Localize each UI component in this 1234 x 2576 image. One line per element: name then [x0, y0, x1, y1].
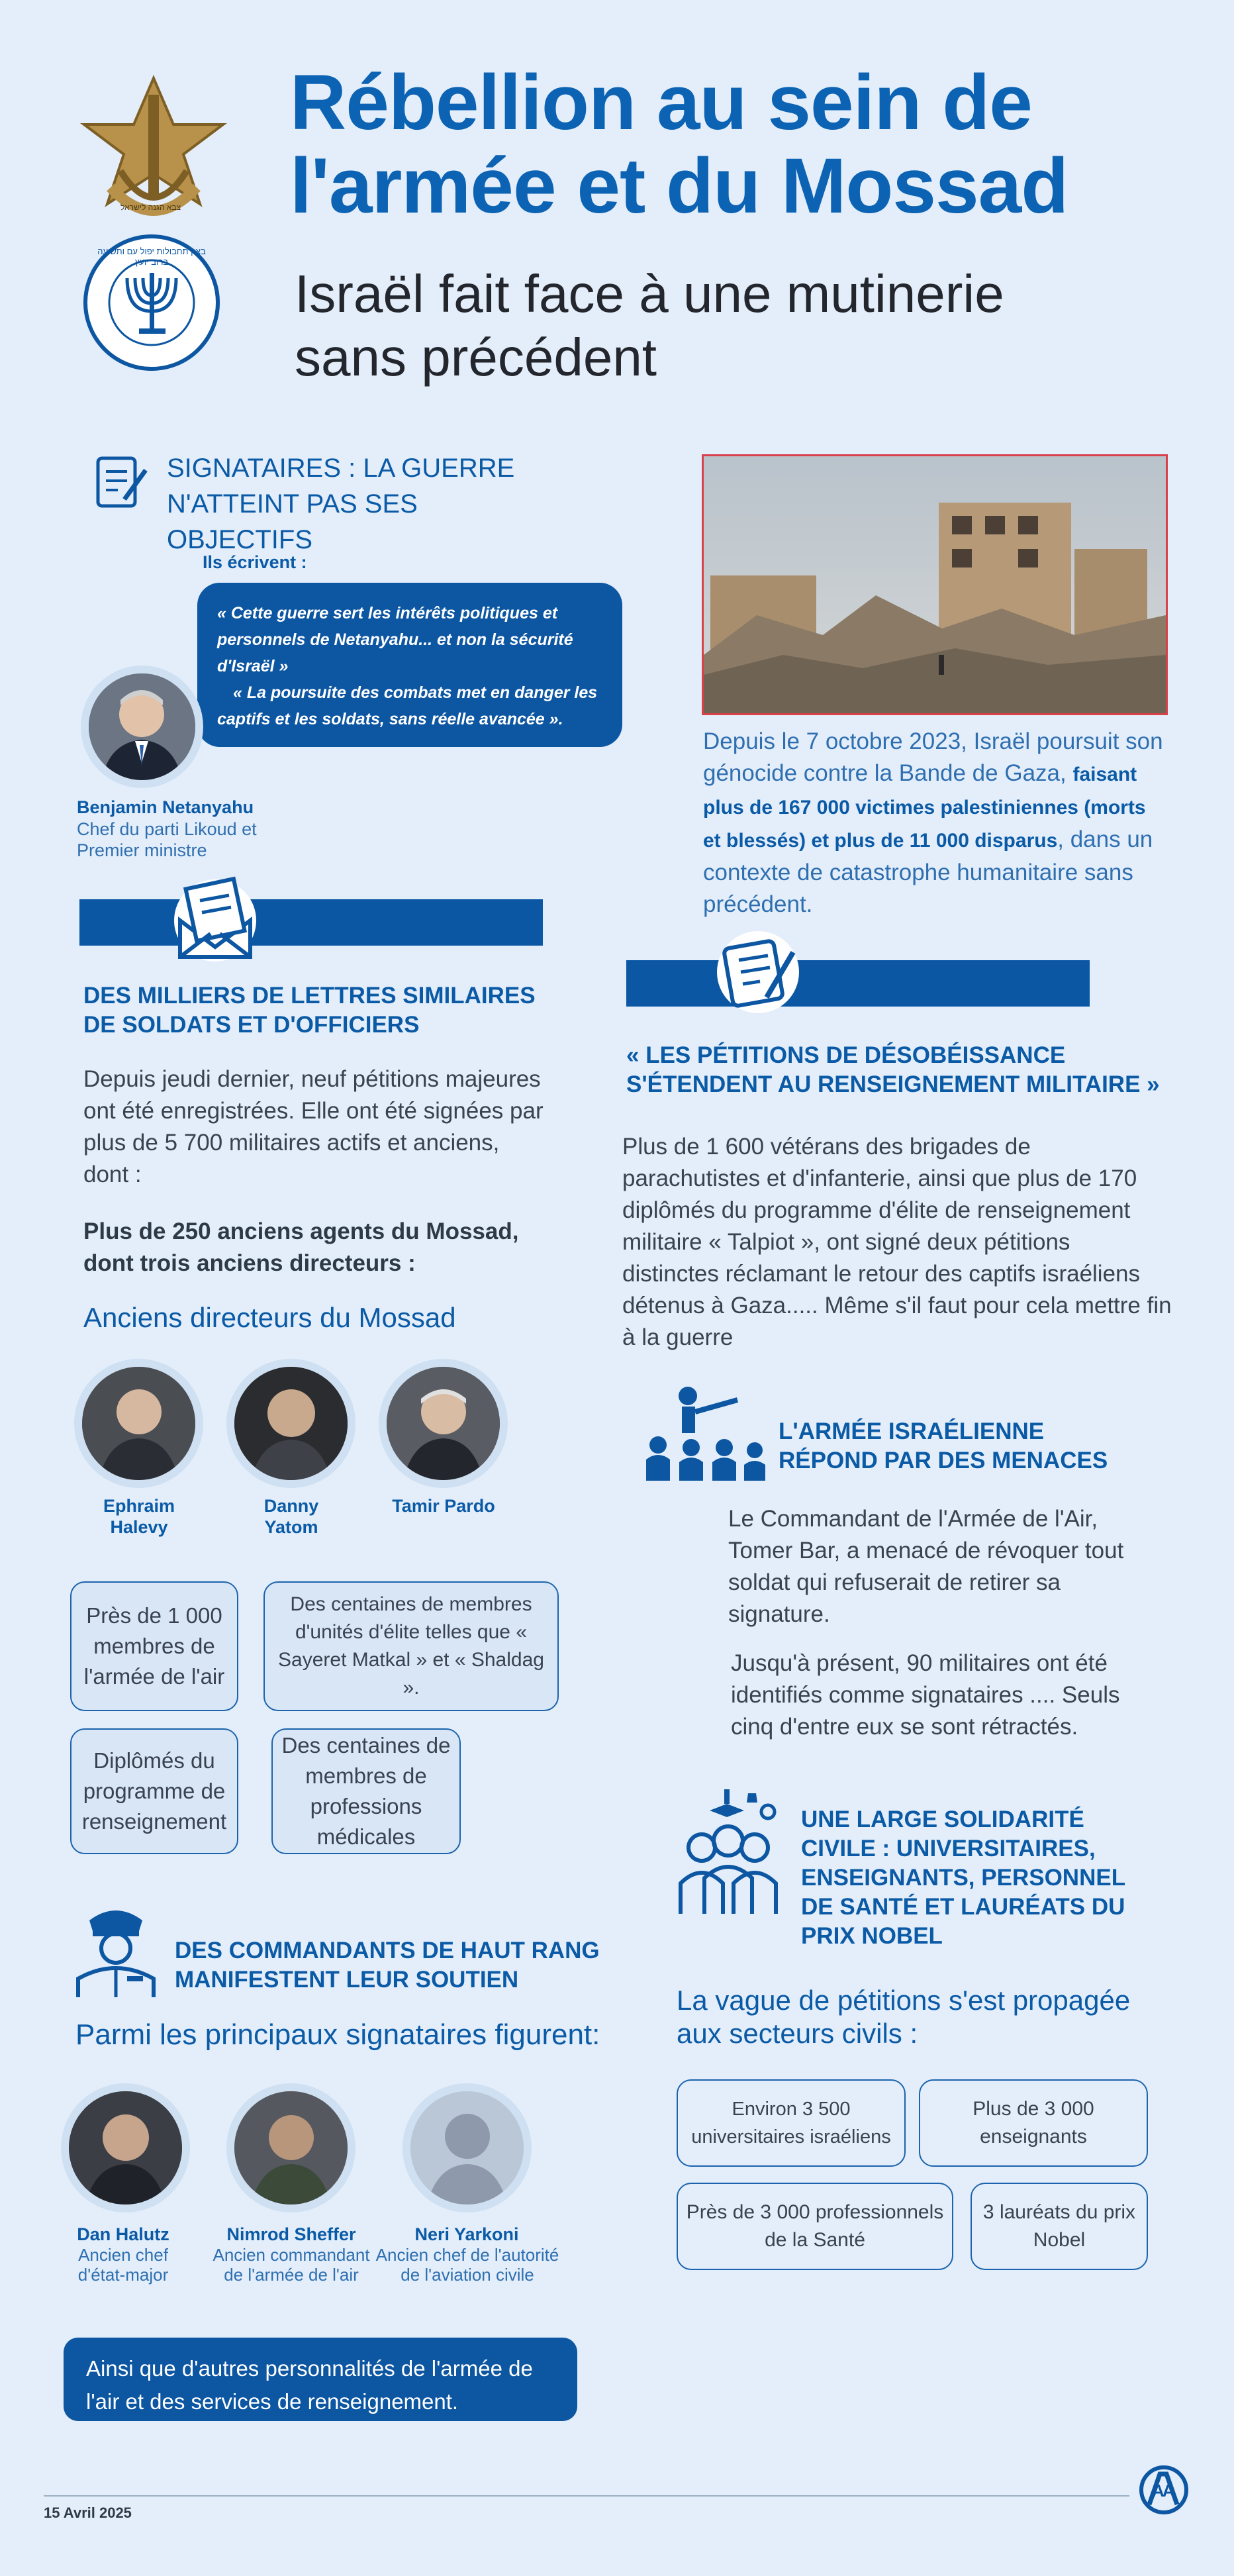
letters-banner — [79, 899, 543, 946]
director-name-halevy: Ephraim Halevy — [103, 1496, 175, 1537]
box-intel-graduates: Diplômés du programme de renseignement — [70, 1728, 238, 1854]
letters-bold: Plus de 250 anciens agents du Mossad, dont trois anciens directeurs : — [83, 1218, 519, 1276]
halutz-portrait — [61, 2083, 190, 2212]
commanders-callout: Ainsi que d'autres personnalités de l'armée de l'air et des services de renseignement. — [64, 2338, 577, 2421]
commander-name-halutz: Dan Halutz — [77, 2224, 169, 2244]
commanders-intro: Parmi les principaux signataires figurent: — [75, 2018, 600, 2051]
sheffer-portrait — [226, 2083, 356, 2212]
gaza-text-bold: faisant plus de 167 000 victimes palestiniennes (morts et blessés) et plus de 11 000 disparus — [703, 764, 1146, 852]
idf-emblem-text: צבא הגנה לישראל — [120, 203, 181, 212]
box-teachers: Plus de 3 000 enseignants — [919, 2079, 1148, 2167]
netanyahu-name: Benjamin Netanyahu — [77, 797, 254, 817]
commander-icon — [73, 1901, 159, 1997]
quote-1: « Cette guerre sert les intérêts politiques et personnels de Netanyahu... et non la sécurité d'Israël » — [217, 604, 573, 675]
page-title: Rébellion au sein de l'armée et du Mossad — [290, 59, 1068, 230]
aa-logo-text: AA — [1152, 2481, 1173, 2501]
page-subtitle: Israël fait face à une mutinerie sans précédent — [295, 264, 1004, 387]
soldiers-icon — [638, 1381, 771, 1482]
yarkoni-portrait — [403, 2083, 532, 2212]
army-paragraph-2: Jusqu'à présent, 90 militaires ont été identifiés comme signataires .... Seuls cinq d'entre eux se sont rétractés. — [731, 1650, 1120, 1740]
box-academics: Environ 3 500 universitaires israéliens — [677, 2079, 906, 2167]
netanyahu-portrait — [81, 666, 203, 788]
letters-body: Depuis jeudi dernier, neuf pétitions majeures ont été enregistrées. Elle ont été signées par plus de 5 700 militaires actifs et anciens, dont : — [83, 1066, 544, 1187]
army-paragraph-1: Le Commandant de l'Armée de l'Air, Tomer Bar, a menacé de révoquer tout soldat qui refuserait de retirer sa signature. — [728, 1506, 1124, 1627]
gaza-rubble-photo — [702, 454, 1168, 715]
footer-divider — [44, 2495, 1129, 2497]
army-heading: L'ARMÉE ISRAÉLIENNE RÉPOND PAR DES MENACES — [779, 1418, 1108, 1473]
director-name-pardo: Tamir Pardo — [392, 1496, 495, 1516]
quote-bubble — [197, 583, 622, 747]
directors-heading: Anciens directeurs du Mossad — [83, 1302, 456, 1333]
pen-document-icon — [91, 453, 151, 513]
petitions-body: Plus de 1 600 vétérans des brigades de parachutistes et d'infanterie, ainsi que plus de 170 diplômés du programme d'élite de renseignement militaire « Talpiot », ont signé deux pétitions distinctes réclamant le retour des captifs israéliens détenus à Gaza..... Même s'il faut pour cela mettre fin à la guerre — [622, 1134, 1172, 1350]
commander-role-yarkoni: Ancien chef de l'autorité de l'aviation civile — [375, 2245, 559, 2285]
gaza-text — [703, 726, 1166, 920]
box-nobel-laureates: 3 lauréats du prix Nobel — [971, 2183, 1148, 2270]
aa-logo — [1137, 2463, 1190, 2516]
quote-2: « La poursuite des combats met en danger les captifs et les soldats, sans réelle avancée ». — [217, 683, 598, 728]
petitions-heading: « LES PÉTITIONS DE DÉSOBÉISSANCE S'ÉTENDENT AU RENSEIGNEMENT MILITAIRE » — [626, 1042, 1160, 1097]
box-medical: Des centaines de membres de professions médicales — [271, 1728, 461, 1854]
box-health-professionals: Près de 3 000 professionnels de la Santé — [677, 2183, 953, 2270]
pardo-portrait — [379, 1359, 508, 1488]
box-air-force: Près de 1 000 membres de l'armée de l'air — [70, 1581, 238, 1711]
letters-heading: DES MILLIERS DE LETTRES SIMILAIRES DE SOLDATS ET D'OFFICIERS — [83, 983, 536, 1038]
civil-intro: La vague de pétitions s'est propagée aux secteurs civils : — [677, 1985, 1131, 2049]
halevy-portrait — [74, 1359, 203, 1488]
idf-emblem — [74, 72, 233, 230]
envelope-icon — [166, 874, 265, 967]
commander-name-sheffer: Nimrod Sheffer — [226, 2224, 356, 2244]
mossad-emblem — [81, 232, 223, 374]
gaza-text-1: Depuis le 7 octobre 2023, Israël poursuit son génocide contre la Bande de Gaza, — [703, 728, 1163, 786]
footer-date: 15 Avril 2025 — [44, 2504, 132, 2521]
commander-role-sheffer: Ancien commandant de l'armée de l'air — [213, 2245, 370, 2285]
mossad-emblem-text: באין תחבולות יפול עם ותשועה ברוב יועץ — [97, 246, 206, 267]
yatom-portrait — [226, 1359, 356, 1488]
they-write-label: Ils écrivent : — [203, 552, 307, 572]
signatories-heading: SIGNATAIRES : LA GUERRE N'ATTEINT PAS SES OBJECTIFS — [167, 454, 515, 554]
netanyahu-role: Chef du parti Likoud et Premier ministre — [77, 819, 257, 860]
civil-heading: UNE LARGE SOLIDARITÉ CIVILE : UNIVERSITAIRES, ENSEIGNANTS, PERSONNEL DE SANTÉ ET LAURÉATS DU PRIX NOBEL — [801, 1807, 1125, 1949]
petition-scroll-icon — [708, 926, 808, 1018]
commander-role-halutz: Ancien chef d'état-major — [77, 2245, 169, 2285]
gaza-text-2: , dans un contexte de catastrophe humanitaire sans précédent. — [703, 826, 1153, 917]
petitions-banner — [626, 960, 1090, 1007]
civil-group-icon — [675, 1784, 781, 1916]
commanders-heading: DES COMMANDANTS DE HAUT RANG MANIFESTENT LEUR SOUTIEN — [175, 1938, 600, 1993]
box-elite-units: Des centaines de membres d'unités d'élite telles que « Sayeret Matkal » et « Shaldag ». — [263, 1581, 559, 1711]
commander-name-yarkoni: Neri Yarkoni — [414, 2224, 519, 2244]
director-name-yatom: Danny Yatom — [263, 1496, 319, 1537]
